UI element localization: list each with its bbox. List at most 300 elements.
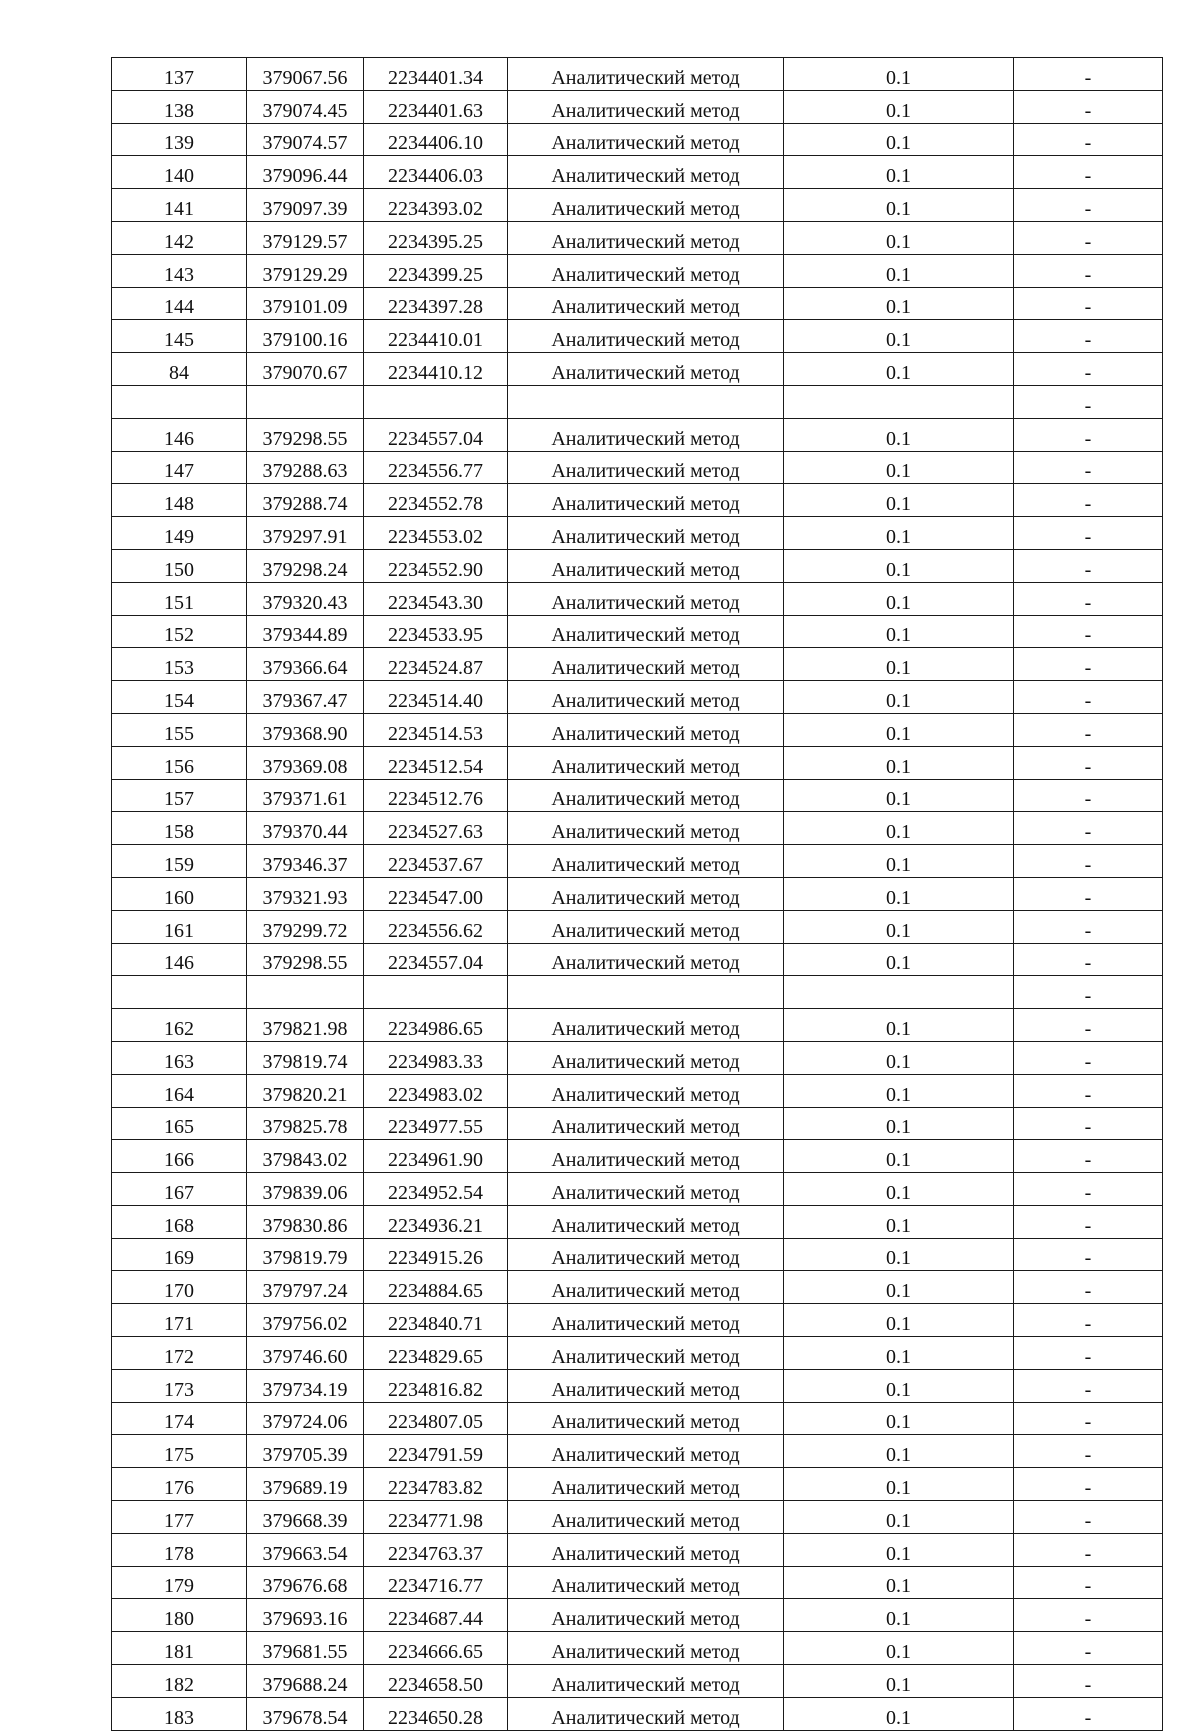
x-coordinate-cell: 379320.43	[247, 582, 364, 615]
x-coordinate-cell: 379369.08	[247, 746, 364, 779]
table-row	[112, 1632, 1163, 1665]
y-coordinate-cell: 2234783.82	[364, 1468, 508, 1501]
table-row	[112, 1140, 1163, 1173]
point-number-cell: 141	[112, 189, 247, 222]
method-cell	[508, 385, 784, 418]
table-row	[112, 1107, 1163, 1140]
point-number-cell: 137	[112, 58, 247, 91]
point-number-cell: 178	[112, 1533, 247, 1566]
y-coordinate-cell: 2234658.50	[364, 1665, 508, 1698]
table-row	[112, 976, 1163, 1009]
point-number-cell: 155	[112, 713, 247, 746]
point-number-cell: 152	[112, 615, 247, 648]
x-coordinate-cell: 379129.57	[247, 221, 364, 254]
description-cell: -	[1014, 549, 1163, 582]
table-row	[112, 648, 1163, 681]
description-cell: -	[1014, 779, 1163, 812]
description-cell: -	[1014, 418, 1163, 451]
x-coordinate-cell: 379734.19	[247, 1369, 364, 1402]
accuracy-cell: 0.1	[784, 1304, 1014, 1337]
x-coordinate-cell: 379705.39	[247, 1435, 364, 1468]
point-number-cell: 84	[112, 353, 247, 386]
x-coordinate-cell	[247, 976, 364, 1009]
table-row	[112, 418, 1163, 451]
method-cell: Аналитический метод	[508, 1107, 784, 1140]
accuracy-cell: 0.1	[784, 353, 1014, 386]
point-number-cell: 150	[112, 549, 247, 582]
y-coordinate-cell: 2234829.65	[364, 1337, 508, 1370]
description-cell: -	[1014, 451, 1163, 484]
x-coordinate-cell: 379298.55	[247, 418, 364, 451]
table-row	[112, 385, 1163, 418]
point-number-cell: 140	[112, 156, 247, 189]
accuracy-cell: 0.1	[784, 1074, 1014, 1107]
point-number-cell: 167	[112, 1173, 247, 1206]
description-cell: -	[1014, 156, 1163, 189]
accuracy-cell: 0.1	[784, 1566, 1014, 1599]
y-coordinate-cell: 2234716.77	[364, 1566, 508, 1599]
point-number-cell: 159	[112, 845, 247, 878]
y-coordinate-cell: 2234397.28	[364, 287, 508, 320]
table-row	[112, 1009, 1163, 1042]
x-coordinate-cell: 379843.02	[247, 1140, 364, 1173]
y-coordinate-cell: 2234527.63	[364, 812, 508, 845]
y-coordinate-cell: 2234791.59	[364, 1435, 508, 1468]
point-number-cell: 163	[112, 1041, 247, 1074]
method-cell: Аналитический метод	[508, 353, 784, 386]
point-number-cell: 168	[112, 1205, 247, 1238]
method-cell: Аналитический метод	[508, 1402, 784, 1435]
y-coordinate-cell: 2234399.25	[364, 254, 508, 287]
accuracy-cell: 0.1	[784, 1468, 1014, 1501]
point-number-cell: 174	[112, 1402, 247, 1435]
x-coordinate-cell: 379668.39	[247, 1501, 364, 1534]
table-row	[112, 484, 1163, 517]
accuracy-cell: 0.1	[784, 648, 1014, 681]
point-number-cell: 164	[112, 1074, 247, 1107]
point-number-cell: 157	[112, 779, 247, 812]
table-row	[112, 779, 1163, 812]
method-cell: Аналитический метод	[508, 1009, 784, 1042]
point-number-cell: 166	[112, 1140, 247, 1173]
description-cell: -	[1014, 910, 1163, 943]
x-coordinate-cell: 379689.19	[247, 1468, 364, 1501]
point-number-cell: 182	[112, 1665, 247, 1698]
accuracy-cell: 0.1	[784, 1533, 1014, 1566]
method-cell: Аналитический метод	[508, 681, 784, 714]
accuracy-cell: 0.1	[784, 484, 1014, 517]
description-cell: -	[1014, 1140, 1163, 1173]
x-coordinate-cell: 379724.06	[247, 1402, 364, 1435]
accuracy-cell: 0.1	[784, 1435, 1014, 1468]
y-coordinate-cell: 2234915.26	[364, 1238, 508, 1271]
x-coordinate-cell: 379676.68	[247, 1566, 364, 1599]
point-number-cell: 145	[112, 320, 247, 353]
x-coordinate-cell: 379678.54	[247, 1697, 364, 1730]
method-cell: Аналитический метод	[508, 1697, 784, 1730]
method-cell: Аналитический метод	[508, 123, 784, 156]
y-coordinate-cell: 2234986.65	[364, 1009, 508, 1042]
description-cell: -	[1014, 90, 1163, 123]
method-cell: Аналитический метод	[508, 320, 784, 353]
table-row	[112, 845, 1163, 878]
accuracy-cell: 0.1	[784, 58, 1014, 91]
y-coordinate-cell: 2234763.37	[364, 1533, 508, 1566]
point-number-cell: 138	[112, 90, 247, 123]
point-number-cell: 144	[112, 287, 247, 320]
y-coordinate-cell: 2234977.55	[364, 1107, 508, 1140]
point-number-cell	[112, 976, 247, 1009]
y-coordinate-cell: 2234952.54	[364, 1173, 508, 1206]
table-row	[112, 254, 1163, 287]
accuracy-cell: 0.1	[784, 1665, 1014, 1698]
y-coordinate-cell: 2234543.30	[364, 582, 508, 615]
description-cell: -	[1014, 1337, 1163, 1370]
method-cell: Аналитический метод	[508, 1173, 784, 1206]
method-cell: Аналитический метод	[508, 189, 784, 222]
accuracy-cell: 0.1	[784, 156, 1014, 189]
x-coordinate-cell: 379830.86	[247, 1205, 364, 1238]
method-cell: Аналитический метод	[508, 549, 784, 582]
table-row	[112, 1337, 1163, 1370]
description-cell: -	[1014, 1009, 1163, 1042]
table-row	[112, 746, 1163, 779]
table-row	[112, 287, 1163, 320]
accuracy-cell: 0.1	[784, 1238, 1014, 1271]
point-number-cell: 156	[112, 746, 247, 779]
x-coordinate-cell: 379101.09	[247, 287, 364, 320]
method-cell: Аналитический метод	[508, 615, 784, 648]
y-coordinate-cell: 2234393.02	[364, 189, 508, 222]
table-row	[112, 943, 1163, 976]
accuracy-cell: 0.1	[784, 517, 1014, 550]
x-coordinate-cell: 379746.60	[247, 1337, 364, 1370]
description-cell: -	[1014, 1501, 1163, 1534]
point-number-cell: 176	[112, 1468, 247, 1501]
y-coordinate-cell: 2234983.02	[364, 1074, 508, 1107]
method-cell: Аналитический метод	[508, 58, 784, 91]
y-coordinate-cell: 2234666.65	[364, 1632, 508, 1665]
method-cell: Аналитический метод	[508, 1566, 784, 1599]
y-coordinate-cell: 2234884.65	[364, 1271, 508, 1304]
y-coordinate-cell	[364, 385, 508, 418]
y-coordinate-cell: 2234983.33	[364, 1041, 508, 1074]
table-row	[112, 58, 1163, 91]
y-coordinate-cell: 2234557.04	[364, 943, 508, 976]
y-coordinate-cell: 2234512.76	[364, 779, 508, 812]
y-coordinate-cell: 2234553.02	[364, 517, 508, 550]
y-coordinate-cell: 2234557.04	[364, 418, 508, 451]
y-coordinate-cell: 2234552.78	[364, 484, 508, 517]
method-cell: Аналитический метод	[508, 1337, 784, 1370]
x-coordinate-cell: 379797.24	[247, 1271, 364, 1304]
y-coordinate-cell: 2234524.87	[364, 648, 508, 681]
accuracy-cell: 0.1	[784, 1271, 1014, 1304]
accuracy-cell: 0.1	[784, 582, 1014, 615]
table-row	[112, 1238, 1163, 1271]
accuracy-cell: 0.1	[784, 910, 1014, 943]
description-cell: -	[1014, 1074, 1163, 1107]
x-coordinate-cell: 379070.67	[247, 353, 364, 386]
y-coordinate-cell: 2234556.62	[364, 910, 508, 943]
method-cell: Аналитический метод	[508, 1468, 784, 1501]
description-cell: -	[1014, 681, 1163, 714]
table-row	[112, 451, 1163, 484]
y-coordinate-cell: 2234936.21	[364, 1205, 508, 1238]
accuracy-cell: 0.1	[784, 1599, 1014, 1632]
description-cell: -	[1014, 1041, 1163, 1074]
description-cell: -	[1014, 1238, 1163, 1271]
table-row	[112, 1304, 1163, 1337]
point-number-cell: 162	[112, 1009, 247, 1042]
method-cell: Аналитический метод	[508, 156, 784, 189]
y-coordinate-cell: 2234533.95	[364, 615, 508, 648]
accuracy-cell	[784, 385, 1014, 418]
accuracy-cell: 0.1	[784, 1402, 1014, 1435]
x-coordinate-cell: 379297.91	[247, 517, 364, 550]
accuracy-cell: 0.1	[784, 1369, 1014, 1402]
method-cell: Аналитический метод	[508, 845, 784, 878]
accuracy-cell: 0.1	[784, 1173, 1014, 1206]
x-coordinate-cell: 379097.39	[247, 189, 364, 222]
point-number-cell: 183	[112, 1697, 247, 1730]
description-cell: -	[1014, 812, 1163, 845]
table-row	[112, 681, 1163, 714]
x-coordinate-cell: 379096.44	[247, 156, 364, 189]
table-row	[112, 1599, 1163, 1632]
accuracy-cell: 0.1	[784, 1632, 1014, 1665]
coordinates-table	[111, 57, 1163, 1731]
method-cell: Аналитический метод	[508, 254, 784, 287]
description-cell: -	[1014, 1271, 1163, 1304]
method-cell: Аналитический метод	[508, 1665, 784, 1698]
x-coordinate-cell: 379288.74	[247, 484, 364, 517]
accuracy-cell: 0.1	[784, 943, 1014, 976]
accuracy-cell: 0.1	[784, 845, 1014, 878]
y-coordinate-cell: 2234410.01	[364, 320, 508, 353]
accuracy-cell: 0.1	[784, 287, 1014, 320]
description-cell: -	[1014, 1435, 1163, 1468]
table-row	[112, 1697, 1163, 1730]
method-cell: Аналитический метод	[508, 648, 784, 681]
accuracy-cell: 0.1	[784, 713, 1014, 746]
point-number-cell: 161	[112, 910, 247, 943]
y-coordinate-cell: 2234512.54	[364, 746, 508, 779]
description-cell: -	[1014, 353, 1163, 386]
method-cell: Аналитический метод	[508, 582, 784, 615]
method-cell: Аналитический метод	[508, 1599, 784, 1632]
point-number-cell: 149	[112, 517, 247, 550]
table-row	[112, 1205, 1163, 1238]
table-row	[112, 1501, 1163, 1534]
x-coordinate-cell: 379299.72	[247, 910, 364, 943]
point-number-cell: 177	[112, 1501, 247, 1534]
point-number-cell	[112, 385, 247, 418]
y-coordinate-cell: 2234537.67	[364, 845, 508, 878]
table-row	[112, 877, 1163, 910]
table-row	[112, 517, 1163, 550]
accuracy-cell: 0.1	[784, 1107, 1014, 1140]
method-cell: Аналитический метод	[508, 1140, 784, 1173]
accuracy-cell: 0.1	[784, 746, 1014, 779]
description-cell: -	[1014, 877, 1163, 910]
x-coordinate-cell: 379298.24	[247, 549, 364, 582]
method-cell: Аналитический метод	[508, 1205, 784, 1238]
description-cell: -	[1014, 123, 1163, 156]
accuracy-cell: 0.1	[784, 1337, 1014, 1370]
accuracy-cell: 0.1	[784, 615, 1014, 648]
method-cell: Аналитический метод	[508, 1304, 784, 1337]
method-cell: Аналитический метод	[508, 484, 784, 517]
table-row	[112, 1369, 1163, 1402]
y-coordinate-cell: 2234771.98	[364, 1501, 508, 1534]
table-row	[112, 189, 1163, 222]
y-coordinate-cell: 2234687.44	[364, 1599, 508, 1632]
description-cell: -	[1014, 648, 1163, 681]
description-cell: -	[1014, 320, 1163, 353]
x-coordinate-cell: 379819.74	[247, 1041, 364, 1074]
table-row	[112, 1402, 1163, 1435]
y-coordinate-cell: 2234840.71	[364, 1304, 508, 1337]
x-coordinate-cell: 379688.24	[247, 1665, 364, 1698]
point-number-cell: 143	[112, 254, 247, 287]
point-number-cell: 179	[112, 1566, 247, 1599]
x-coordinate-cell: 379067.56	[247, 58, 364, 91]
point-number-cell: 142	[112, 221, 247, 254]
x-coordinate-cell: 379344.89	[247, 615, 364, 648]
method-cell	[508, 976, 784, 1009]
accuracy-cell: 0.1	[784, 90, 1014, 123]
description-cell: -	[1014, 1533, 1163, 1566]
y-coordinate-cell: 2234401.63	[364, 90, 508, 123]
table-row	[112, 812, 1163, 845]
accuracy-cell: 0.1	[784, 254, 1014, 287]
method-cell: Аналитический метод	[508, 746, 784, 779]
accuracy-cell: 0.1	[784, 1501, 1014, 1534]
accuracy-cell: 0.1	[784, 451, 1014, 484]
description-cell: -	[1014, 582, 1163, 615]
table-row	[112, 615, 1163, 648]
description-cell: -	[1014, 1599, 1163, 1632]
point-number-cell: 160	[112, 877, 247, 910]
x-coordinate-cell: 379368.90	[247, 713, 364, 746]
method-cell: Аналитический метод	[508, 1435, 784, 1468]
description-cell: -	[1014, 1304, 1163, 1337]
table-row	[112, 1173, 1163, 1206]
method-cell: Аналитический метод	[508, 877, 784, 910]
description-cell: -	[1014, 385, 1163, 418]
x-coordinate-cell: 379821.98	[247, 1009, 364, 1042]
description-cell: -	[1014, 254, 1163, 287]
y-coordinate-cell: 2234395.25	[364, 221, 508, 254]
description-cell: -	[1014, 58, 1163, 91]
table-row	[112, 123, 1163, 156]
y-coordinate-cell: 2234406.03	[364, 156, 508, 189]
table-row	[112, 582, 1163, 615]
accuracy-cell: 0.1	[784, 877, 1014, 910]
y-coordinate-cell: 2234514.40	[364, 681, 508, 714]
point-number-cell: 146	[112, 418, 247, 451]
description-cell: -	[1014, 1566, 1163, 1599]
method-cell: Аналитический метод	[508, 221, 784, 254]
description-cell: -	[1014, 1697, 1163, 1730]
method-cell: Аналитический метод	[508, 1074, 784, 1107]
method-cell: Аналитический метод	[508, 1238, 784, 1271]
point-number-cell: 139	[112, 123, 247, 156]
description-cell: -	[1014, 484, 1163, 517]
point-number-cell: 173	[112, 1369, 247, 1402]
accuracy-cell: 0.1	[784, 1697, 1014, 1730]
x-coordinate-cell	[247, 385, 364, 418]
description-cell: -	[1014, 746, 1163, 779]
y-coordinate-cell: 2234556.77	[364, 451, 508, 484]
point-number-cell: 165	[112, 1107, 247, 1140]
accuracy-cell: 0.1	[784, 681, 1014, 714]
table-row	[112, 353, 1163, 386]
y-coordinate-cell: 2234514.53	[364, 713, 508, 746]
method-cell: Аналитический метод	[508, 713, 784, 746]
method-cell: Аналитический метод	[508, 943, 784, 976]
x-coordinate-cell: 379825.78	[247, 1107, 364, 1140]
table-row	[112, 1074, 1163, 1107]
point-number-cell: 154	[112, 681, 247, 714]
x-coordinate-cell: 379693.16	[247, 1599, 364, 1632]
accuracy-cell: 0.1	[784, 221, 1014, 254]
description-cell: -	[1014, 976, 1163, 1009]
point-number-cell: 175	[112, 1435, 247, 1468]
accuracy-cell	[784, 976, 1014, 1009]
description-cell: -	[1014, 221, 1163, 254]
description-cell: -	[1014, 189, 1163, 222]
method-cell: Аналитический метод	[508, 779, 784, 812]
description-cell: -	[1014, 1665, 1163, 1698]
table-row	[112, 910, 1163, 943]
y-coordinate-cell: 2234816.82	[364, 1369, 508, 1402]
table-row	[112, 1566, 1163, 1599]
point-number-cell: 148	[112, 484, 247, 517]
point-number-cell: 147	[112, 451, 247, 484]
x-coordinate-cell: 379820.21	[247, 1074, 364, 1107]
accuracy-cell: 0.1	[784, 549, 1014, 582]
table-row	[112, 713, 1163, 746]
method-cell: Аналитический метод	[508, 418, 784, 451]
table-row	[112, 1468, 1163, 1501]
y-coordinate-cell: 2234552.90	[364, 549, 508, 582]
point-number-cell: 146	[112, 943, 247, 976]
table-row	[112, 1041, 1163, 1074]
table-row	[112, 90, 1163, 123]
accuracy-cell: 0.1	[784, 1041, 1014, 1074]
y-coordinate-cell: 2234401.34	[364, 58, 508, 91]
point-number-cell: 153	[112, 648, 247, 681]
method-cell: Аналитический метод	[508, 1501, 784, 1534]
x-coordinate-cell: 379321.93	[247, 877, 364, 910]
description-cell: -	[1014, 287, 1163, 320]
x-coordinate-cell: 379288.63	[247, 451, 364, 484]
description-cell: -	[1014, 1205, 1163, 1238]
method-cell: Аналитический метод	[508, 812, 784, 845]
description-cell: -	[1014, 615, 1163, 648]
description-cell: -	[1014, 1632, 1163, 1665]
table-row	[112, 1665, 1163, 1698]
x-coordinate-cell: 379819.79	[247, 1238, 364, 1271]
description-cell: -	[1014, 713, 1163, 746]
y-coordinate-cell: 2234807.05	[364, 1402, 508, 1435]
y-coordinate-cell: 2234410.12	[364, 353, 508, 386]
method-cell: Аналитический метод	[508, 287, 784, 320]
coordinates-table-body	[112, 58, 1163, 1731]
x-coordinate-cell: 379663.54	[247, 1533, 364, 1566]
